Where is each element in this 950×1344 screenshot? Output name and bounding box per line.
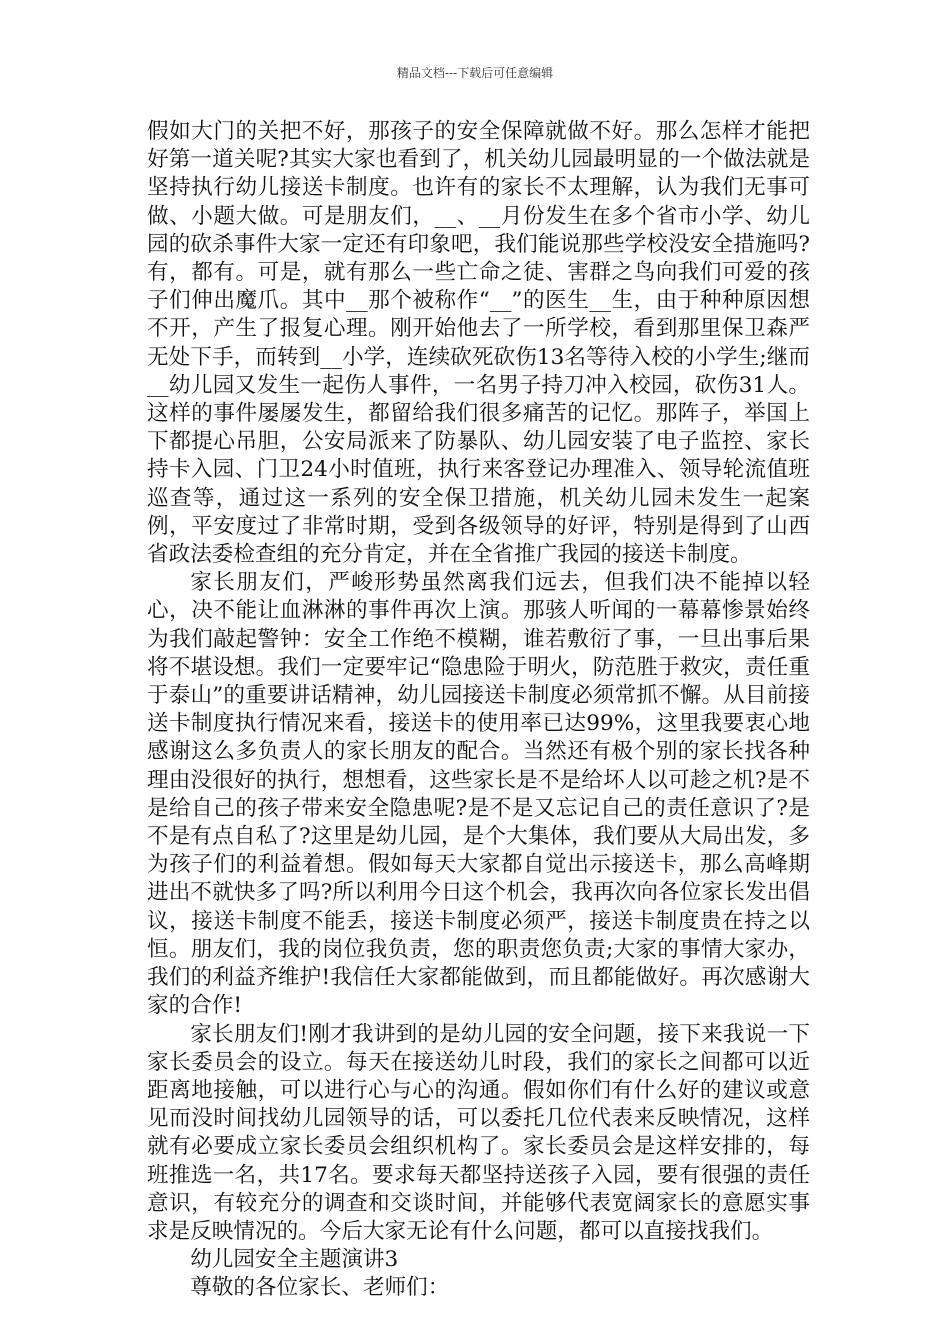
document-body [147, 118, 810, 1303]
salutation: 尊敬的各位家长、老师们： [190, 1275, 450, 1301]
paragraph: 家长朋友们，严峻形势虽然离我们远去，但我们决不能掉以轻心，决不能让血淋淋的事件再次上演。那骇人听闻的一幕幕惨景始终为我们敲起警钟：安全工作绝不模糊，谁若敷衍了事，一旦出事后果将不堪设想。我们一定要牢记“隐患险于明火，防范胜于救灾，责任重于泰山”的重要讲话精神，幼儿园接送卡制度必须常抓不懈。从目前接送卡制度执行情况来看，接送卡的使用率已达99%，这里我要衷心地感谢这么多负责人的家长朋友的配合。当然还有极个别的家长找各种理由没很好的执行，想想看，这些家长是不是给坏人以可趁之机?是不是给自己的孩子带来安全隐患呢?是不是又忘记自己的责任意识了?是不是有点自私了?这里是幼儿园，是个大集体，我们要从大局出发，多为孩子们的利益着想。假如每天大家都自觉出示接送卡，那么高峰期进出不就快多了吗?所以利用今日这个机会，我再次向各位家长发出倡议，接送卡制度不能丢，接送卡制度必须严，接送卡制度贵在持之以恒。朋友们，我的岗位我负责，您的职责您负责;大家的事情大家办，我们的利益齐维护!我信任大家都能做到，而且都能做好。再次感谢大家的合作! [147, 570, 810, 1019]
page-header: 精品文档---下载后可任意编辑 [396, 66, 554, 80]
section-title: 幼儿园安全主题演讲3 [190, 1247, 399, 1273]
paragraph: 家长朋友们!刚才我讲到的是幼儿园的安全问题，接下来我说一下家长委员会的设立。每天在接送幼儿时段，我们的家长之间都可以近距离地接触，可以进行心与心的沟通。假如你们有什么好的建议或意见而没时间找幼儿园领导的话，可以委托几位代表来反映情况，这样就有必要成立家长委员会组织机构了。家长委员会是这样安排的，每班推选一名，共17名。要求每天都坚持送孩子入园，要有很强的责任意识，有较充分的调查和交谈时间，并能够代表宽阔家长的意愿实事求是反映情况的。今后大家无论有什么问题，都可以直接找我们。 [147, 1021, 810, 1244]
paragraph: 假如大门的关把不好，那孩子的安全保障就做不好。那么怎样才能把好第一道关呢?其实大家也看到了，机关幼儿园最明显的一个做法就是坚持执行幼儿接送卡制度。也许有的家长不太理解，认为我们无事可做、小题大做。可是朋友们，__、__月份发生在多个省市小学、幼儿园的砍杀事件大家一定还有印象吧，我们能说那些学校没安全措施吗?有，都有。可是，就有那么一些亡命之徒、害群之鸟向我们可爱的孩子们伸出魔爪。其中__那个被称作“__”的医生__生，由于种种原因想不开，产生了报复心理。刚开始他去了一所学校，看到那里保卫森严无处下手，而转到__小学，连续砍死砍伤13名等待入校的小学生;继而__幼儿园又发生一起伤人事件，一名男子持刀冲入校园，砍伤31人。这样的事件屡屡发生，都留给我们很多痛苦的记忆。那阵子，举国上下都提心吊胆，公安局派来了防暴队、幼儿园安装了电子监控、家长持卡入园、门卫24小时值班，执行来客登记办理准入、领导轮流值班巡查等，通过这一系列的安全保卫措施，机关幼儿园未发生一起案例，平安度过了非常时期，受到各级领导的好评，特别是得到了山西省政法委检查组的充分肯定，并在全省推广我园的接送卡制度。 [147, 119, 810, 568]
